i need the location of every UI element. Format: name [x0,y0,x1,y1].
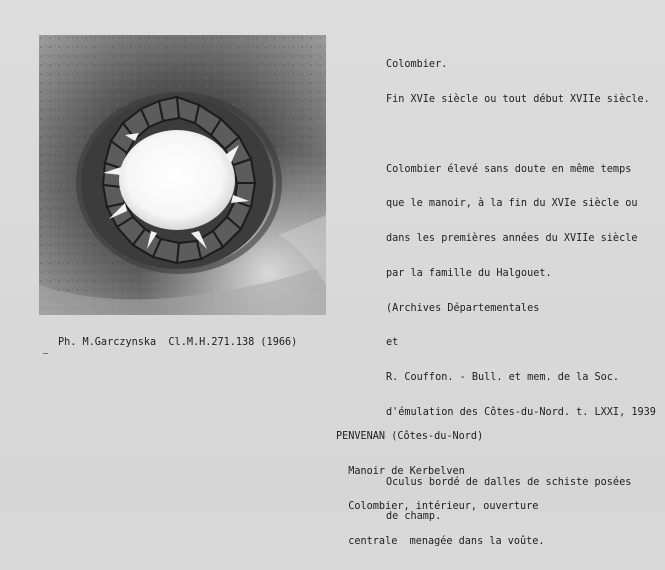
location-line: Manoir de Kerbelven [336,465,465,477]
photo-caption [58,337,297,349]
description-line: R. Couffon. - Bull. et mem. de la Soc. [386,372,620,384]
oculus-photo-drawing [39,35,326,315]
description-line [386,129,656,141]
stray-mark [43,353,48,354]
description-line: par la famille du Halgouet. [386,267,552,279]
location-line: centrale menagée dans la voûte. [336,535,545,547]
location-line: Colombier, intérieur, ouverture [336,500,539,512]
description-line: Colombier. [386,59,448,71]
description-line: et [386,337,399,349]
location-line: PENVENAN (Côtes-du-Nord) [336,431,484,443]
description-line: d'émulation des Côtes-du-Nord. t. LXXI, 1939 [386,407,656,418]
description-line: que le manoir, à la fin du XVIe siècle ou [386,198,638,210]
description-line: Oculus bordé de dalles de schiste posées [386,476,632,488]
description-line: dans les premières années du XVIIe siècle [386,233,638,245]
archive-reference: Cl.M.H.271.138 (1966) [168,337,298,348]
photograph-oculus [39,35,326,315]
description-line: Fin XVIe siècle ou tout début XVIIe siècle. [386,93,650,105]
description-line: (Archives Départementales [386,302,540,314]
description-line: Colombier élevé sans doute en même temps [386,163,632,175]
photographer-credit: Ph. M.Garczynska [58,337,157,348]
location-text [336,408,545,570]
description-line: de champ. [386,511,442,523]
